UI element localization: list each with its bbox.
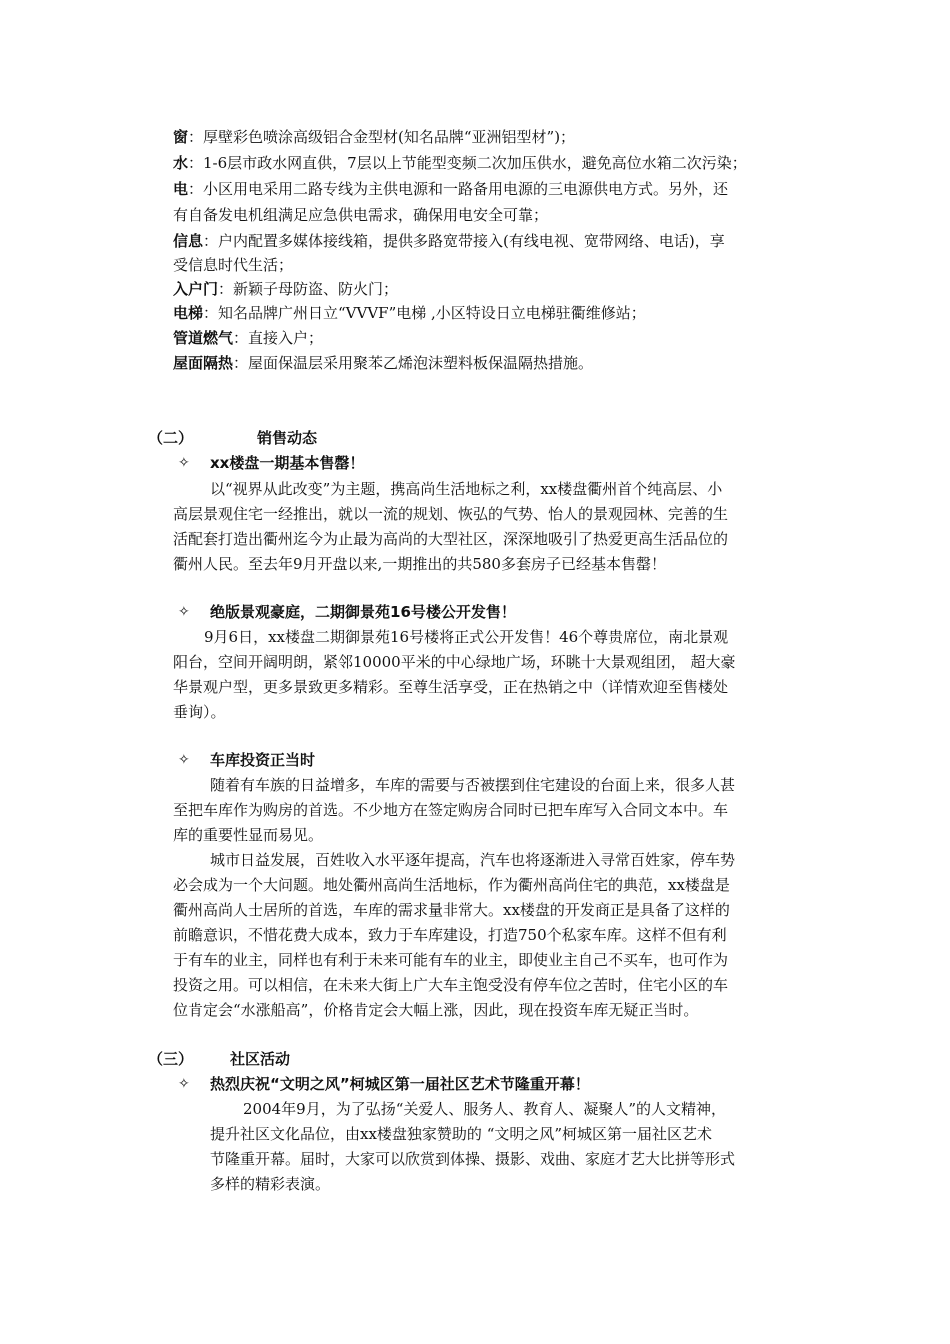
paragraph-line: 投资之用。可以相信，在未来大街上广大车主饱受没有停车位之苦时，住宅小区的车 <box>173 976 729 994</box>
spec-window <box>173 128 575 146</box>
spec-text: ：屋面保温层采用聚苯乙烯泡沫塑料板保温隔热措施。 <box>233 354 594 372</box>
diamond-bullet-icon: ✧ <box>178 1076 190 1092</box>
spec-info-cont: 受信息时代生活； <box>173 256 294 274</box>
section-number: （三） <box>148 1050 194 1068</box>
spec-electricity <box>173 180 728 198</box>
spec-text: ：小区用电采用二路专线为主供电源和一路备用电源的三电源供电方式。另外，还 <box>188 180 729 198</box>
paragraph-line: 阳台，空间开阔明朗，紧邻10000平米的中心绿地广场，环眺十大景观组团， 超大豪 <box>173 653 736 671</box>
paragraph-line: 至把车库作为购房的首选。不少地方在签定购房合同时已把车库写入合同文本中。车 <box>173 801 729 819</box>
paragraph-line: 多样的精彩表演。 <box>210 1175 331 1193</box>
item-heading: 热烈庆祝“文明之风”柯城区第一届社区艺术节隆重开幕！ <box>210 1075 590 1093</box>
spec-electricity-cont: 有自备发电机组满足应急供电需求，确保用电安全可靠； <box>173 206 549 224</box>
spec-label: 水 <box>173 154 189 172</box>
spec-label: 屋面隔热 <box>173 354 234 372</box>
spec-water <box>173 154 747 172</box>
spec-label: 管道燃气 <box>173 329 234 347</box>
paragraph-line: 随着有车族的日益增多，车库的需要与否被摆到住宅建设的台面上来，很多人甚 <box>210 776 736 794</box>
spec-label: 电梯 <box>173 304 204 322</box>
spec-label: 窗 <box>173 128 189 146</box>
spec-label: 入户门 <box>173 280 219 298</box>
spec-text: ：知名品牌广州日立“VVVF”电梯 ,小区特设日立电梯驻衢维修站； <box>203 304 646 322</box>
spec-info <box>173 232 725 250</box>
spec-text: ：厚壁彩色喷涂高级铝合金型材(知名品牌“亚洲铝型材”)； <box>188 128 576 146</box>
paragraph-line: 城市日益发展，百姓收入水平逐年提高，汽车也将逐渐进入寻常百姓家，停车势 <box>210 851 736 869</box>
diamond-bullet-icon: ✧ <box>178 455 190 471</box>
paragraph-line: 华景观户型，更多景致更多精彩。至尊生活享受，正在热销之中（详情欢迎至售楼处 <box>173 678 729 696</box>
paragraph-line: 节隆重开幕。届时，大家可以欣赏到体操、摄影、戏曲、家庭才艺大比拼等形式 <box>210 1150 736 1168</box>
item-heading: 绝版景观豪庭，二期御景苑16号楼公开发售！ <box>210 603 516 621</box>
section-title: 销售动态 <box>257 429 318 447</box>
paragraph-line: 衢州人民。至去年9月开盘以来,一期推出的共580多套房子已经基本售罄！ <box>173 555 666 573</box>
paragraph-line: 于有车的业主，同样也有利于未来可能有车的业主，即使业主自己不买车，也可作为 <box>173 951 729 969</box>
diamond-bullet-icon: ✧ <box>178 604 190 620</box>
item-heading: xx楼盘一期基本售罄！ <box>210 454 365 472</box>
spec-elevator <box>173 304 646 322</box>
paragraph-line: 以“视界从此改变”为主题，携高尚生活地标之利，xx楼盘衢州首个纯高层、小 <box>210 480 723 498</box>
paragraph-line: 活配套打造出衢州迄今为止最为高尚的大型社区，深深地吸引了热爱更高生活品位的 <box>173 530 729 548</box>
spec-text: ：直接入户； <box>233 329 324 347</box>
spec-door <box>173 280 398 298</box>
section-number: （二） <box>148 429 194 447</box>
paragraph-line: 位肯定会“水涨船高”，价格肯定会大幅上涨，因此，现在投资车库无疑正当时。 <box>173 1001 699 1019</box>
spec-roof <box>173 354 593 372</box>
item-heading: 车库投资正当时 <box>210 751 316 769</box>
spec-text: ：户内配置多媒体接线箱，提供多路宽带接入(有线电视、宽带网络、电话)，享 <box>203 232 725 250</box>
paragraph-line: 前瞻意识，不惜花费大成本，致力于车库建设，打造750个私家车库。这样不但有利 <box>173 926 727 944</box>
paragraph-line: 9月6日，xx楼盘二期御景苑16号楼将正式公开发售！46个尊贵席位，南北景观 <box>204 628 729 646</box>
paragraph-line: 高层景观住宅一经推出，就以一流的规划、恢弘的气势、怡人的景观园林、完善的生 <box>173 505 729 523</box>
spec-gas <box>173 329 323 347</box>
spec-text: ：新颖子母防盗、防火门； <box>218 280 399 298</box>
spec-label: 电 <box>173 180 189 198</box>
paragraph-line: 必会成为一个大问题。地处衢州高尚生活地标，作为衢州高尚住宅的典范，xx楼盘是 <box>173 876 730 894</box>
diamond-bullet-icon: ✧ <box>178 752 190 768</box>
paragraph-line: 库的重要性显而易见。 <box>173 826 324 844</box>
paragraph-line: 衢州高尚人士居所的首选，车库的需求量非常大。xx楼盘的开发商正是具备了这样的 <box>173 901 730 919</box>
paragraph-line: 2004年9月，为了弘扬“关爱人、服务人、教育人、凝聚人”的人文精神， <box>243 1100 727 1118</box>
paragraph-line: 垂询）。 <box>173 703 226 721</box>
paragraph-line: 提升社区文化品位，由xx楼盘独家赞助的 “文明之风”柯城区第一届社区艺术 <box>210 1125 713 1143</box>
spec-text: ：1-6层市政水网直供，7层以上节能型变频二次加压供水，避免高位水箱二次污染； <box>188 154 747 172</box>
section-title: 社区活动 <box>230 1050 291 1068</box>
spec-label: 信息 <box>173 232 204 250</box>
